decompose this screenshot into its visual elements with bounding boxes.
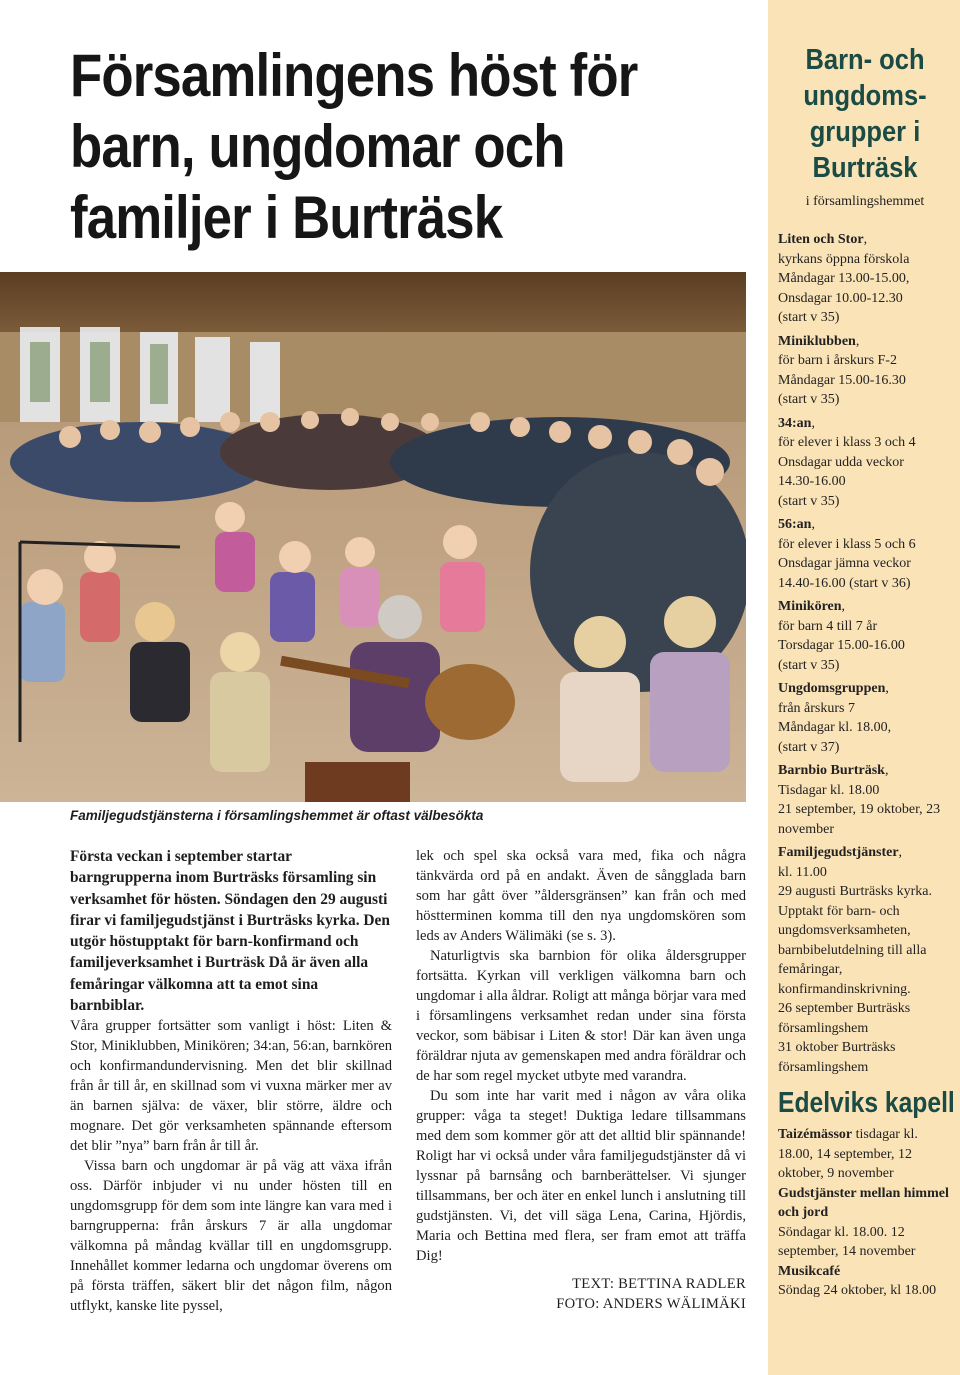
group-name: Liten och Stor <box>778 232 864 247</box>
group-detail: Onsdagar udda veckor <box>778 454 904 470</box>
group-detail: (start v 35) <box>778 310 840 325</box>
group-detail: för elever i klass 3 och 4 <box>778 435 916 450</box>
musik-text: Söndag 24 oktober, kl 18.00 <box>778 1283 937 1298</box>
group-name: Miniklubben <box>778 333 856 349</box>
taize-text: tisdagar kl. 18.00, 14 september, 12 oktober, 9 november <box>778 1127 918 1181</box>
group-detail: 31 oktober Burträsks församlingshem <box>778 1040 896 1075</box>
article-paragraph: lek och spel ska också vara med, fika och några tänkvärda ord på en andakt. Även de sångglada barn som har gått över ”åldersgränsen” kan från och med höstterminen komma till den nya ungdomskören som leds av Anders Wälimäki (se s. 3). <box>416 848 746 944</box>
group-detail: kl. 11.00 <box>778 864 827 880</box>
group-detail: (start v 35) <box>778 657 840 673</box>
gudstjanst-text: Söndagar kl. 18.00. 12 september, 14 november <box>778 1224 916 1259</box>
group-item: Familjegudstjänster, kl. 11.00 29 augusti Burträsks kyrka. Upptakt för barn- och ungdomsverksamheten, barnbibelutdelning till alla femåringar, konfirmandinskrivning. 26 september Burträsks församlingshem 31 oktober Burträsks församlingshem <box>778 843 952 1077</box>
group-name: 34:an <box>778 415 812 431</box>
group-detail: för barn 4 till 7 år <box>778 618 878 634</box>
group-detail: Upptakt för barn- och ungdomsverksamheten, barnbibelutdelning till alla femåringar, konfirmandinskrivning. <box>778 903 927 997</box>
kapell-title: Edelviks kapell <box>778 1087 955 1119</box>
group-item: 56:an, för elever i klass 5 och 6 Onsdagar jämna veckor 14.40-16.00 (start v 36) <box>778 515 952 593</box>
musik-label: Musikcafé <box>778 1263 841 1279</box>
group-detail: Onsdagar jämna veckor <box>778 556 911 571</box>
group-detail: från årskurs 7 <box>778 700 855 716</box>
article-column-middle <box>416 846 746 1314</box>
group-item: Liten och Stor, kyrkans öppna förskola Måndagar 13.00-15.00, Onsdagar 10.00-12.30 (start v 35) <box>778 230 952 328</box>
group-item: Minikören, för barn 4 till 7 år Torsdagar 15.00-16.00 (start v 35) <box>778 597 952 675</box>
group-detail: Torsdagar 15.00-16.00 <box>778 638 905 653</box>
article-paragraph: Naturligtvis ska barnbion för olika åldersgrupper fortsätta. Kyrkan vill verkligen välkomna barn och ungdomar i alla åldrar. Roligt att många börjar vara med i församlingens verksamhet redan under sina första veckor, som bäbisar i Liten & stor! Där kan även unga föräldrar njuta av gemenskapen med andra föräldrar och de har som regel mycket utbyte med varandra. <box>416 948 746 1084</box>
credits <box>416 1274 746 1314</box>
sidebar <box>768 0 960 1375</box>
article-lead: Första veckan i september startar barngrupperna inom Burträsks församling sin verksamhet för hösten. Söndagen den 29 augusti firar vi familjegudstjänst i Burträsks kyrka. Den utgör höstupptakt för barn-konfirmand och familjeverksamhet i Burträsk Då är även alla femåringar välkomna att ta emot sina barnbiblar. <box>70 848 390 1015</box>
article-paragraph: Du som inte har varit med i någon av våra olika grupper: våga ta steget! Duktiga ledare tillsammans med dem som kommer gör att det alltid blir spännande! Roligt har vi också under våra familjegudstjänster då vi lyssnar på barnsång och barnberättelser. Vi sjunger tillsammans, ber och äter en enkel lunch i anslutning till gudstjänsten. Vi, det vill säga Lena, Carina, Hjördis, Maria och Bettina med flera, ser fram emot att träffa Dig! <box>416 1088 746 1264</box>
article-paragraph: Våra grupper fortsätter som vanligt i höst: Liten & Stor, Miniklubben, Minikören; 34:an, 56:an, barnkören och konfirmandundervisning. Men det blir skillnad från år till år, en skillnad som vi vuxna märker mer av än barnen själva: de växer, blir större, äldre och mognare. Det gör verksamheten spännande eftersom det blir ”nya” barn från år till år. <box>70 1018 392 1155</box>
group-detail: 21 september, 19 oktober, 23 november <box>778 802 941 837</box>
article-photo <box>0 272 746 802</box>
group-detail: Onsdagar 10.00-12.30 <box>778 290 903 306</box>
group-detail: Måndagar 13.00-15.00, <box>778 271 910 286</box>
group-detail: (start v 37) <box>778 739 840 755</box>
text-credit: TEXT: BETTINA RADLER <box>572 1276 746 1292</box>
group-detail: 14.30-16.00 <box>778 474 846 489</box>
group-name: Barnbio Burträsk <box>778 763 885 778</box>
group-name: Familjegudstjänster <box>778 845 899 860</box>
gudstjanst-label: Gudstjänster mellan himmel och jord <box>778 1185 949 1220</box>
kapell-info <box>778 1125 952 1301</box>
group-detail: (start v 35) <box>778 493 840 509</box>
group-detail: Måndagar 15.00-16.30 <box>778 372 906 388</box>
group-detail: för barn i årskurs F-2 <box>778 353 897 368</box>
group-detail: 29 augusti Burträsks kyrka. <box>778 884 932 899</box>
group-item: Miniklubben, för barn i årskurs F-2 Måndagar 15.00-16.30 (start v 35) <box>778 332 952 410</box>
article-paragraph: Vissa barn och ungdomar är på väg att växa ifrån oss. Därför inbjuder vi nu under hösten till en ungdomsgrupp för dem som inte längre kan vara med i barngrupperna: från årskurs 7 är alla ungdomar välkomna på måndag kvällar till en ungdomsgrupp. Innehållet kommer ledarna och ungdomar överens om på första träffen, säkert blir det någon film, någon utflykt, kanske lite pyssel, <box>70 1158 392 1315</box>
taize-label: Taizémässor <box>778 1127 853 1142</box>
group-detail: 14.40-16.00 (start v 36) <box>778 575 911 591</box>
group-item: 34:an, för elever i klass 3 och 4 Onsdagar udda veckor 14.30-16.00 (start v 35) <box>778 414 952 512</box>
photo-credit: FOTO: ANDERS WÄLIMÄKI <box>556 1296 746 1312</box>
group-name: Minikören <box>778 599 842 614</box>
sidebar-title: Barn- och ungdoms-grupper i Burträsk <box>803 44 927 184</box>
group-item: Ungdomsgruppen, från årskurs 7 Måndagar kl. 18.00, (start v 37) <box>778 679 952 757</box>
group-name: 56:an <box>778 517 812 532</box>
group-list <box>778 230 952 1077</box>
group-name: Ungdomsgruppen <box>778 681 886 696</box>
group-detail: för elever i klass 5 och 6 <box>778 536 916 552</box>
group-detail: Måndagar kl. 18.00, <box>778 720 892 735</box>
group-detail: (start v 35) <box>778 392 840 407</box>
photo-caption: Familjegudstjänsterna i församlingshemmet är oftast välbesökta <box>70 808 484 823</box>
sidebar-subtitle: i församlingshemmet <box>805 194 925 209</box>
group-detail: kyrkans öppna förskola <box>778 251 910 267</box>
group-item: Barnbio Burträsk, Tisdagar kl. 18.00 21 september, 19 oktober, 23 november <box>778 761 952 839</box>
headline: Församlingens höst för barn, ungdomar och familjer i Burträsk <box>70 42 638 251</box>
article-column-left <box>70 846 392 1316</box>
group-detail: 26 september Burträsks församlingshem <box>778 1001 911 1036</box>
group-detail: Tisdagar kl. 18.00 <box>778 782 880 798</box>
